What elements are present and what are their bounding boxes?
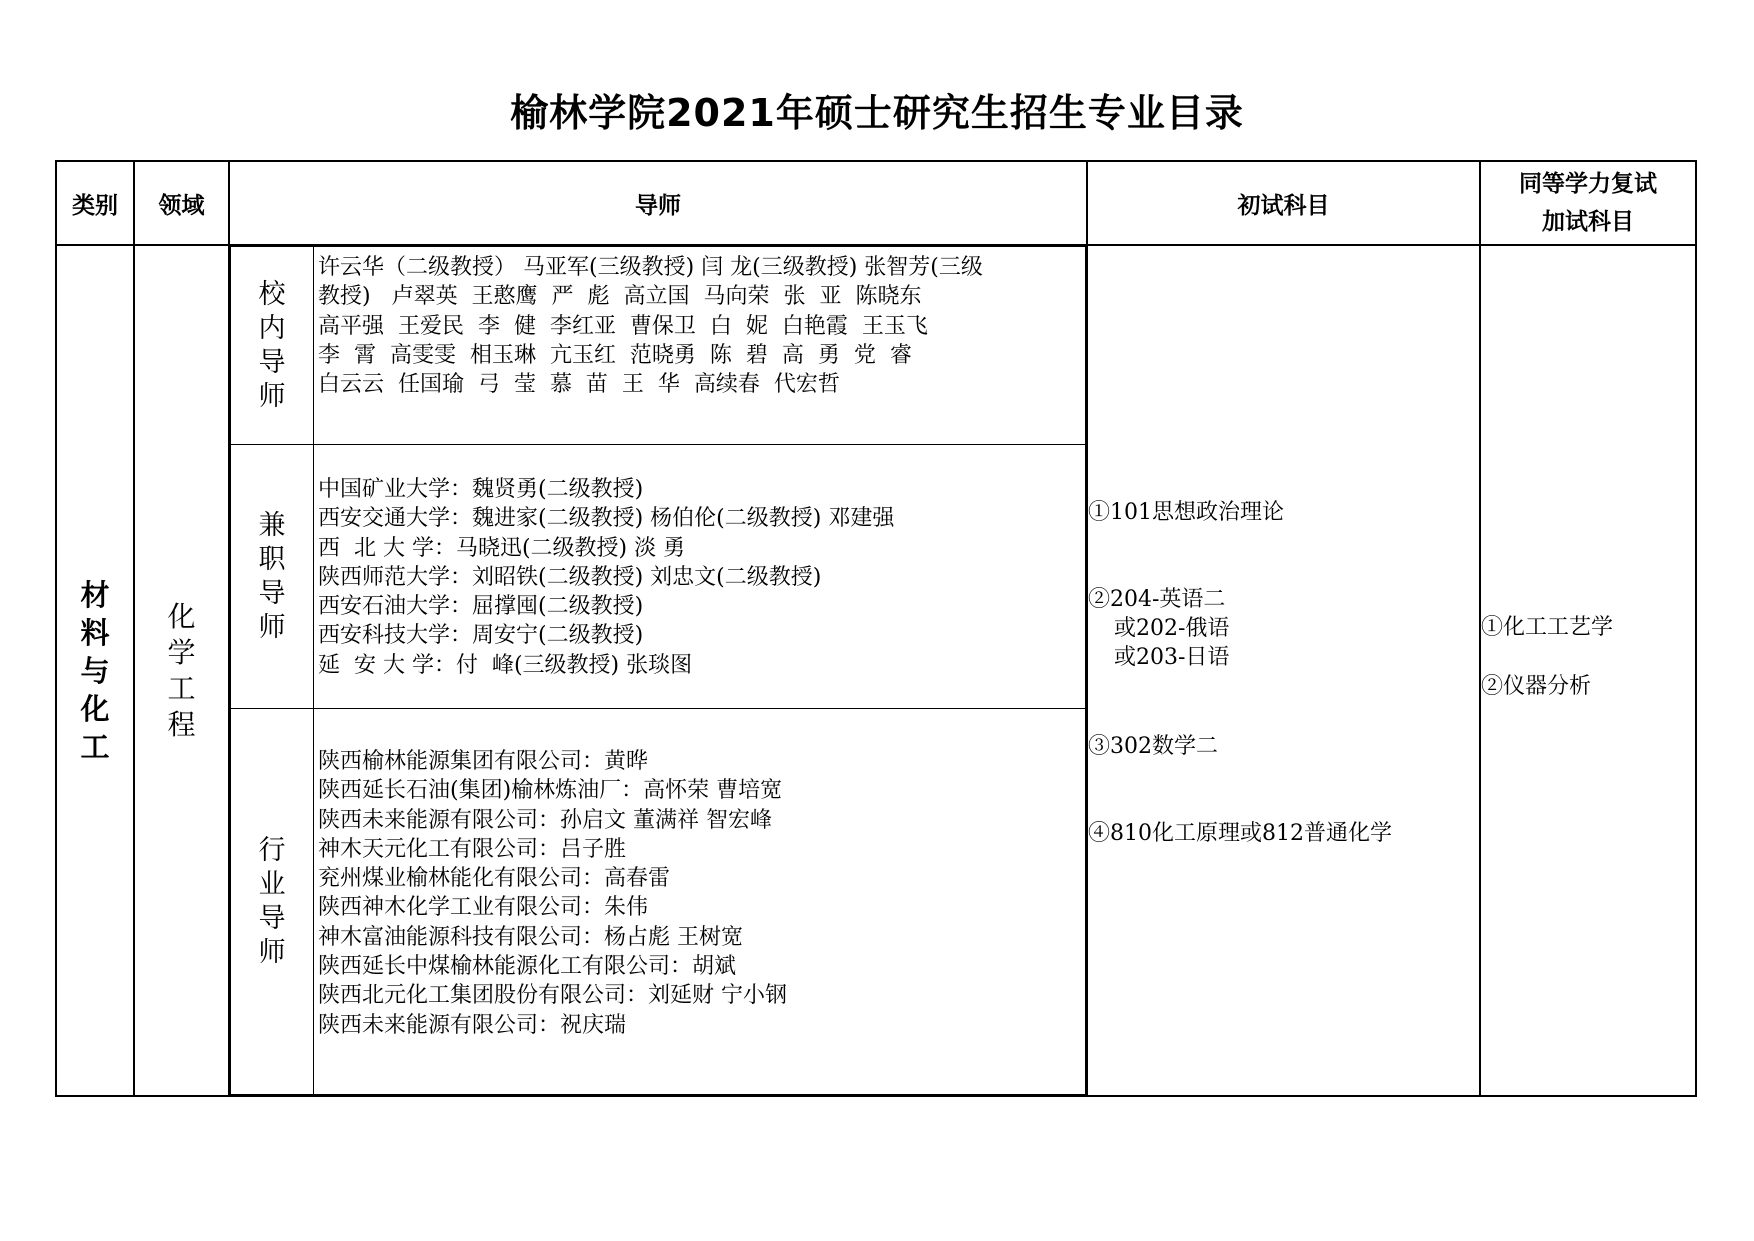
name-line: 兖州煤业榆林能化有限公司：高春雷 bbox=[318, 866, 671, 892]
exam-subject-2-alt1: 或202-俄语 bbox=[1114, 616, 1230, 641]
page-title: 榆林学院2021年硕士研究生招生专业目录 bbox=[510, 91, 1244, 135]
header-field: 领域 bbox=[134, 161, 229, 245]
name-line: 教授) 卢翠英 王憨鹰 严 彪 高立国 马向荣 张 亚 陈晓东 bbox=[318, 284, 922, 310]
name-line: 西 北 大 学：马晓迅(二级教授) 淡 勇 bbox=[318, 535, 686, 561]
exam-cell bbox=[1087, 245, 1480, 1096]
name-line: 西安科技大学：周安宁(二级教授) bbox=[318, 623, 644, 649]
header-exam: 初试科目 bbox=[1087, 161, 1480, 245]
header-extra-line1: 同等学力复试 bbox=[1519, 171, 1657, 197]
name-line: 陕西神木化学工业有限公司：朱伟 bbox=[318, 895, 649, 921]
group-parttime-label: 兼 职 导 师 bbox=[231, 445, 314, 709]
name-line: 中国矿业大学：魏贤勇(二级教授) bbox=[318, 477, 644, 502]
name-line: 神木富油能源科技有限公司：杨占彪 王树宽 bbox=[318, 924, 743, 950]
group-internal bbox=[231, 247, 1086, 445]
name-line: 陕西未来能源有限公司：孙启文 董满祥 智宏峰 bbox=[318, 807, 772, 833]
group-industry bbox=[231, 709, 1086, 1095]
exam-subject-2-alt2: 或203-日语 bbox=[1114, 645, 1230, 670]
field-text: 化 学 工 程 bbox=[167, 599, 196, 741]
name-line: 陕西未来能源有限公司：祝庆瑞 bbox=[318, 1012, 627, 1038]
header-extra-line2: 加试科目 bbox=[1542, 209, 1634, 235]
extra-exam-cell bbox=[1480, 245, 1696, 1096]
exam-subject-2: ②204-英语二 bbox=[1088, 587, 1226, 612]
supervisor-groups bbox=[230, 246, 1086, 1095]
group-internal-label: 校 内 导 师 bbox=[231, 247, 314, 445]
name-line: 陕西榆林能源集团有限公司：黄晔 bbox=[318, 749, 649, 774]
extra-subject-2: ②仪器分析 bbox=[1481, 674, 1592, 699]
exam-subject-1: ①101思想政治理论 bbox=[1088, 500, 1284, 525]
name-line: 高平强 王爱民 李 健 李红亚 曹保卫 白 妮 白艳霞 王玉飞 bbox=[318, 313, 928, 339]
header-category: 类别 bbox=[56, 161, 134, 245]
name-line: 西安交通大学：魏进家(二级教授) 杨伯伦(二级教授) 邓建强 bbox=[318, 506, 895, 532]
name-line: 陕西师范大学：刘昭铁(二级教授) 刘忠文(二级教授) bbox=[318, 564, 822, 590]
name-line: 西安石油大学：屈撑囤(二级教授) bbox=[318, 594, 644, 620]
category-cell bbox=[56, 245, 134, 1096]
group-parttime bbox=[231, 445, 1086, 709]
group-internal-names bbox=[314, 247, 1086, 445]
name-line: 延 安 大 学：付 峰(三级教授) 张琰图 bbox=[318, 652, 693, 678]
supervisor-cell bbox=[229, 245, 1087, 1096]
exam-subject-3: ③302数学二 bbox=[1088, 734, 1218, 759]
name-line: 李 霄 高雯雯 相玉琳 亢玉红 范晓勇 陈 碧 高 勇 党 睿 bbox=[318, 342, 912, 368]
header-extra bbox=[1480, 161, 1696, 245]
category-text: 材 料 与 化 工 bbox=[80, 577, 110, 764]
exam-subjects bbox=[1088, 246, 1479, 1095]
group-industry-names bbox=[314, 709, 1086, 1095]
name-line: 陕西延长石油(集团)榆林炼油厂：高怀荣 曹培宽 bbox=[318, 778, 783, 804]
name-line: 白云云 任国瑜 弓 莹 慕 苗 王 华 高续春 代宏哲 bbox=[318, 372, 840, 398]
field-cell bbox=[134, 245, 229, 1096]
name-line: 陕西北元化工集团股份有限公司：刘延财 宁小钢 bbox=[318, 983, 787, 1009]
name-line: 许云华（二级教授） 马亚军(三级教授) 闫 龙(三级教授) 张智芳(三级 bbox=[318, 255, 983, 280]
catalog-table bbox=[55, 160, 1697, 1097]
extra-subject-1: ①化工工艺学 bbox=[1481, 615, 1614, 640]
group-industry-label: 行 业 导 师 bbox=[231, 709, 314, 1095]
name-line: 神木天元化工有限公司：吕子胜 bbox=[318, 836, 627, 862]
name-line: 陕西延长中煤榆林能源化工有限公司：胡斌 bbox=[318, 954, 737, 980]
header-supervisor: 导师 bbox=[229, 161, 1087, 245]
group-parttime-names bbox=[314, 445, 1086, 709]
exam-subject-4: ④810化工原理或812普通化学 bbox=[1088, 821, 1392, 846]
extra-subjects bbox=[1481, 246, 1695, 1095]
